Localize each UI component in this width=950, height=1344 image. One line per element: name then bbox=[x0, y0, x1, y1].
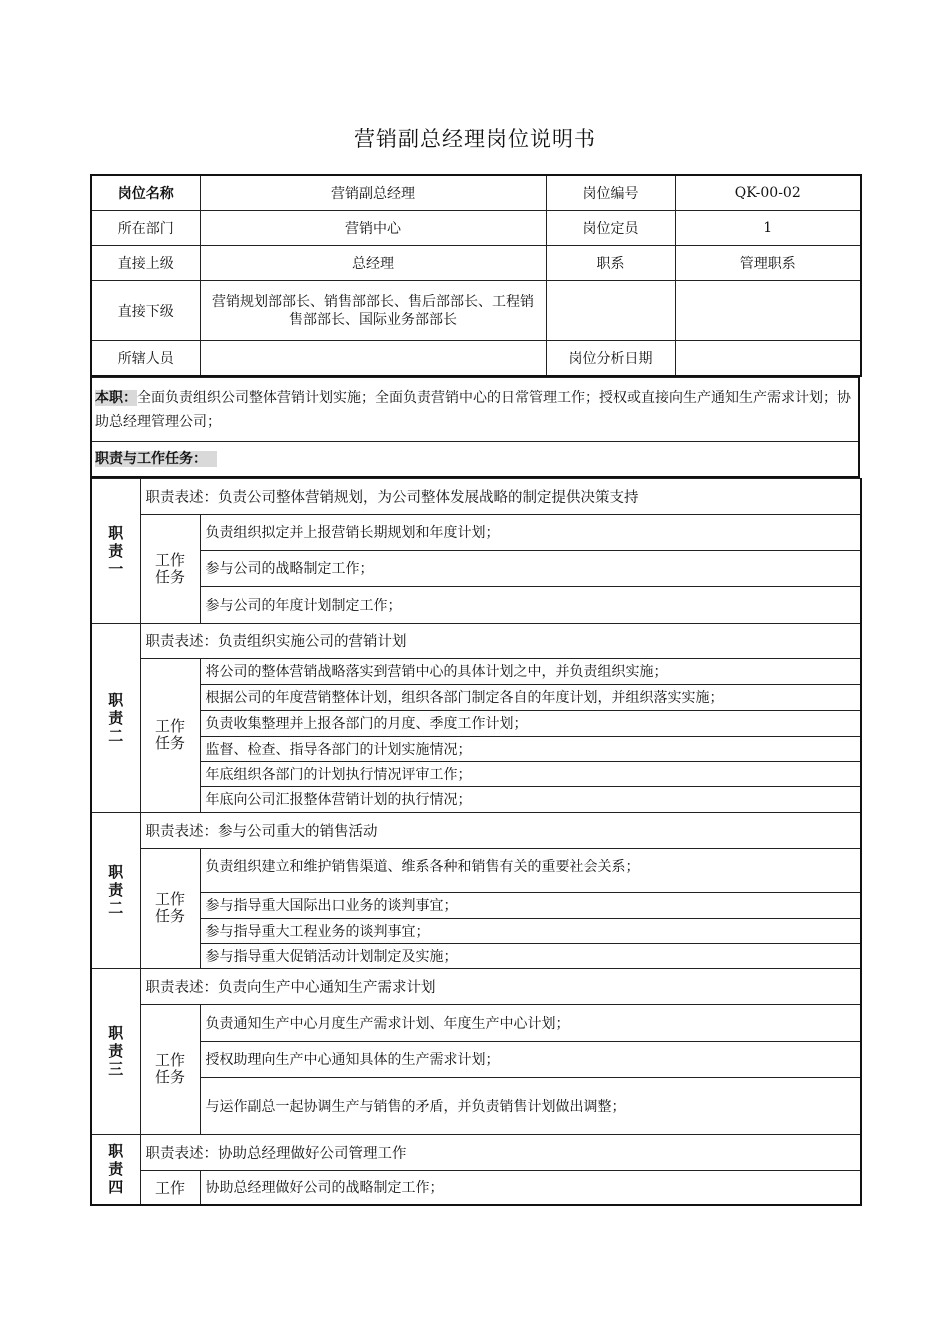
page-title: 营销副总经理岗位说明书 bbox=[354, 127, 596, 151]
task-item: 参与指导重大工程业务的谈判事宜； bbox=[200, 918, 861, 943]
task-item: 将公司的整体营销战略落实到营销中心的具体计划之中，并负责组织实施； bbox=[200, 658, 861, 684]
task-item: 根据公司的年度营销整体计划，组织各部门制定各自的年度计划，并组织落实实施； bbox=[200, 684, 861, 710]
position-name-label: 岗位名称 bbox=[91, 175, 200, 211]
task-item: 负责组织拟定并上报营销长期规划和年度计划； bbox=[200, 514, 861, 550]
task-item: 授权助理向生产中心通知具体的生产需求计划； bbox=[200, 1041, 861, 1077]
duty-label: 职责二 bbox=[91, 812, 140, 968]
staff-value bbox=[200, 341, 546, 377]
job-family-label: 职系 bbox=[546, 246, 675, 281]
task-item: 参与公司的年度计划制定工作； bbox=[200, 586, 861, 623]
subordinate-label: 直接下级 bbox=[91, 281, 200, 341]
job-description-sheet bbox=[90, 174, 860, 1206]
task-item: 与运作副总一起协调生产与销售的矛盾，并负责销售计划做出调整； bbox=[200, 1077, 861, 1134]
task-item: 负责通知生产中心月度生产需求计划、年度生产中心计划； bbox=[200, 1004, 861, 1041]
duty-description: 职责表述：协助总经理做好公司管理工作 bbox=[140, 1134, 861, 1170]
duty-description: 职责表述：负责公司整体营销规划，为公司整体发展战略的制定提供决策支持 bbox=[140, 478, 861, 514]
analysis-date-value bbox=[675, 341, 861, 377]
role-text: 全面负责组织公司整体营销计划实施；全面负责营销中心的日常管理工作；授权或直接向生产通知生产需求计划；协助总经理管理公司； bbox=[95, 389, 851, 430]
empty-cell bbox=[675, 281, 861, 341]
task-label: 工作任务 bbox=[140, 1004, 200, 1134]
role-label: 本职： bbox=[95, 389, 137, 406]
task-label: 工作任务 bbox=[140, 514, 200, 623]
superior-value: 总经理 bbox=[200, 246, 546, 281]
headcount-label: 岗位定员 bbox=[546, 211, 675, 246]
task-item: 参与指导重大国际出口业务的谈判事宜； bbox=[200, 892, 861, 918]
task-item: 负责组织建立和维护销售渠道、维系各种和销售有关的重要社会关系； bbox=[200, 848, 861, 892]
task-label: 工作任务 bbox=[140, 848, 200, 968]
duty-description: 职责表述：负责向生产中心通知生产需求计划 bbox=[140, 968, 861, 1004]
duty-description: 职责表述：参与公司重大的销售活动 bbox=[140, 812, 861, 848]
subordinate-value: 营销规划部部长、销售部部长、售后部部长、工程销售部部长、国际业务部部长 bbox=[200, 281, 546, 341]
task-item: 年底向公司汇报整体营销计划的执行情况； bbox=[200, 786, 861, 812]
duty-label: 职责二 bbox=[91, 623, 140, 812]
empty-cell bbox=[546, 281, 675, 341]
staff-label: 所辖人员 bbox=[91, 341, 200, 377]
duties-table bbox=[90, 478, 862, 1207]
task-item: 协助总经理做好公司的战略制定工作； bbox=[200, 1170, 861, 1205]
duty-label: 职责四 bbox=[91, 1134, 140, 1205]
position-code-label: 岗位编号 bbox=[546, 175, 675, 211]
superior-label: 直接上级 bbox=[91, 246, 200, 281]
task-item: 年底组织各部门的计划执行情况评审工作； bbox=[200, 761, 861, 786]
basic-info-table bbox=[90, 174, 862, 377]
duty-label: 职责一 bbox=[91, 478, 140, 623]
task-item: 监督、检查、指导各部门的计划实施情况； bbox=[200, 736, 861, 761]
headcount-value: 1 bbox=[675, 211, 861, 246]
department-value: 营销中心 bbox=[200, 211, 546, 246]
position-code-value: QK-00-02 bbox=[675, 175, 861, 211]
task-label: 工作任务 bbox=[140, 658, 200, 812]
position-name-value: 营销副总经理 bbox=[200, 175, 546, 211]
task-item: 参与公司的战略制定工作； bbox=[200, 550, 861, 586]
department-label: 所在部门 bbox=[91, 211, 200, 246]
task-item: 参与指导重大促销活动计划制定及实施； bbox=[200, 943, 861, 968]
role-statement bbox=[91, 378, 859, 442]
duty-description: 职责表述：负责组织实施公司的营销计划 bbox=[140, 623, 861, 658]
task-item: 负责收集整理并上报各部门的月度、季度工作计划； bbox=[200, 710, 861, 736]
role-statement-table bbox=[90, 377, 860, 478]
duties-header: 职责与工作任务： bbox=[95, 451, 217, 467]
duty-label: 职责三 bbox=[91, 968, 140, 1134]
analysis-date-label: 岗位分析日期 bbox=[546, 341, 675, 377]
task-label: 工作 bbox=[140, 1170, 200, 1205]
duties-header-cell bbox=[91, 442, 859, 477]
job-family-value: 管理职系 bbox=[675, 246, 861, 281]
